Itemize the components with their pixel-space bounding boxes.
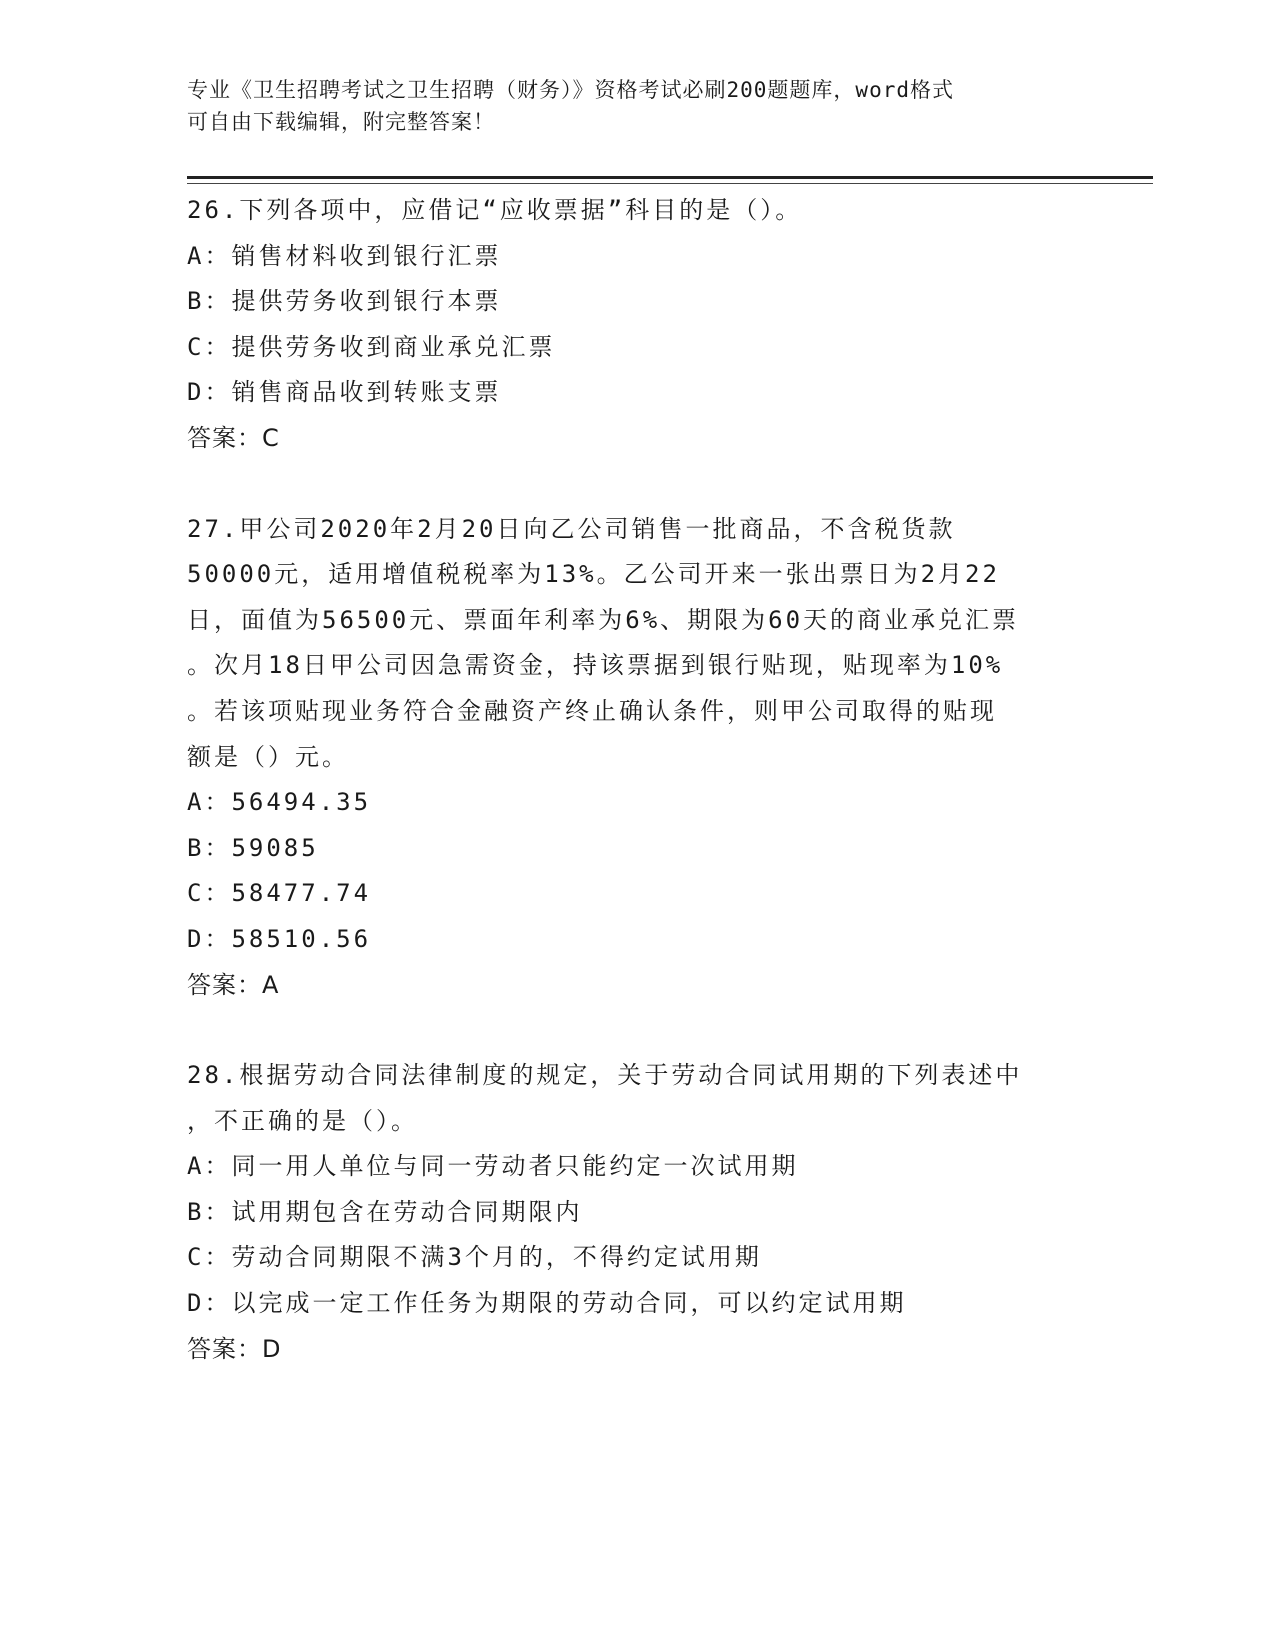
option-a: A：同一用人单位与同一劳动者只能约定一次试用期: [187, 1152, 799, 1181]
answer: 答案：A: [187, 970, 280, 999]
question-list: [187, 188, 1087, 1417]
header-line-1: 专业《卫生招聘考试之卫生招聘（财务）》资格考试必刷200题题库，word格式: [187, 78, 954, 102]
question-stem-line: 28.根据劳动合同法律制度的规定，关于劳动合同试用期的下列表述中: [187, 1061, 1023, 1090]
header-line-2: 可自由下载编辑，附完整答案！: [187, 110, 495, 134]
question-28: [187, 1053, 1087, 1372]
option-d: D：以完成一定工作任务为期限的劳动合同，可以约定试用期: [187, 1289, 907, 1318]
header-divider-thin: [187, 183, 1153, 184]
question-stem-line: 50000元，适用增值税税率为13%。乙公司开来一张出票日为2月22: [187, 560, 1000, 589]
option-b: B：59085: [187, 833, 319, 862]
question-stem-line: 。若该项贴现业务符合金融资产终止确认条件，则甲公司取得的贴现: [187, 696, 997, 725]
question-stem-line: 日，面值为56500元、票面年利率为6%、期限为60天的商业承兑汇票: [187, 605, 1020, 634]
document-header: [187, 74, 1067, 138]
option-a: A：销售材料收到银行汇票: [187, 241, 502, 270]
option-c: C：提供劳务收到商业承兑汇票: [187, 332, 556, 361]
option-b: B：试用期包含在劳动合同期限内: [187, 1197, 583, 1226]
question-stem-line: 26.下列各项中，应借记“应收票据”科目的是（）。: [187, 196, 803, 224]
question-27: [187, 507, 1087, 1009]
option-a: A：56494.35: [187, 788, 372, 817]
option-b: B：提供劳务收到银行本票: [187, 287, 502, 316]
question-stem-line: 。次月18日甲公司因急需资金，持该票据到银行贴现，贴现率为10%: [187, 651, 1004, 680]
question-26: [187, 188, 1087, 462]
option-c: C：58477.74: [187, 879, 372, 908]
answer: 答案：C: [187, 423, 280, 452]
option-c: C：劳动合同期限不满3个月的，不得约定试用期: [187, 1243, 762, 1272]
question-stem-line: ，不正确的是（）。: [187, 1106, 418, 1135]
header-divider-thick: [187, 176, 1153, 179]
option-d: D：销售商品收到转账支票: [187, 378, 502, 407]
option-d: D：58510.56: [187, 924, 372, 953]
answer: 答案：D: [187, 1334, 282, 1363]
question-stem-line: 27.甲公司2020年2月20日向乙公司销售一批商品，不含税货款: [187, 514, 956, 543]
question-stem-line: 额是（）元。: [187, 742, 349, 771]
